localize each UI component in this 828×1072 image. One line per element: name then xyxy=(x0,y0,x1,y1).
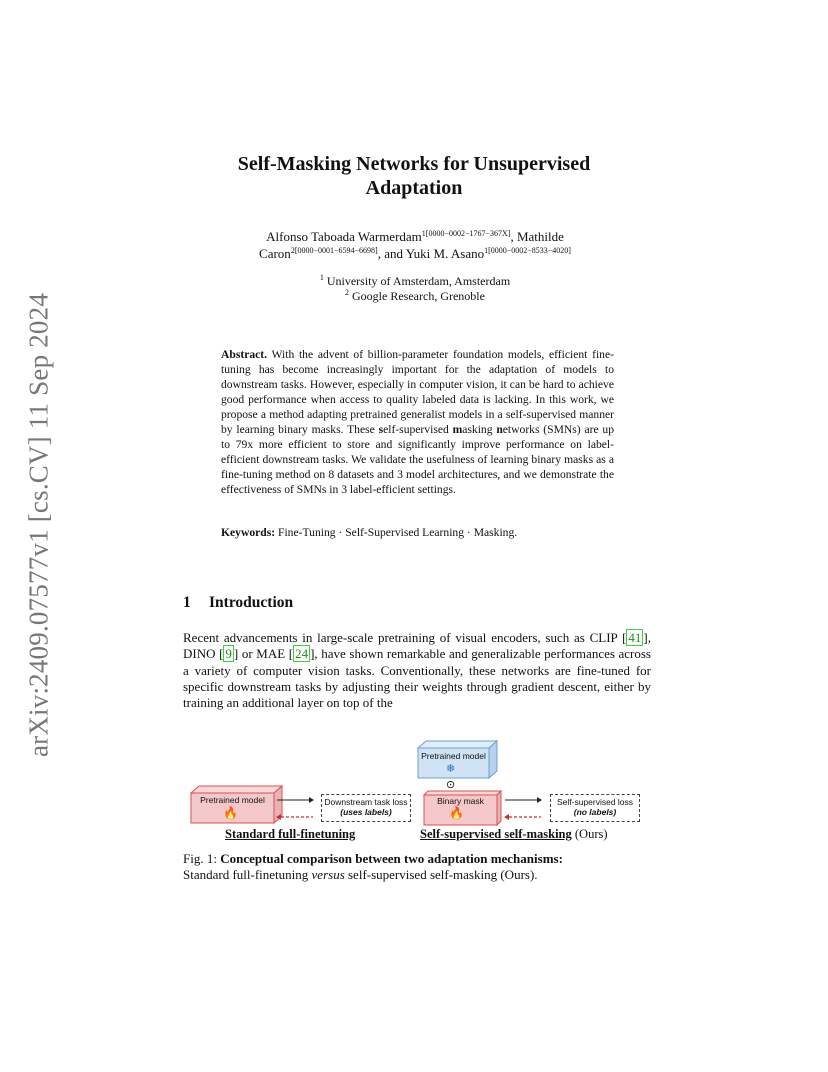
arxiv-sidebar xyxy=(22,290,56,760)
affiliation-2: $^2$ Google Research, Grenoble xyxy=(345,288,485,303)
label-standard-finetuning: Standard full-finetuning xyxy=(225,827,356,841)
citation-link[interactable]: 9 xyxy=(225,646,232,662)
label-self-masking: Self-supervised self-masking (Ours) xyxy=(420,827,608,841)
arxiv-id: arXiv:2409.07577v1 [cs.CV] 11 Sep 2024 xyxy=(23,292,54,758)
downstream-loss-box: Downstream task loss (uses labels) xyxy=(321,794,411,822)
affiliations xyxy=(182,274,648,304)
figure-caption: Fig. 1: Conceptual comparison between two adaptation mechanisms: Standard full-finetuning versus self-supervised self-masking (Ours). xyxy=(183,851,563,883)
intro-paragraph: Recent advancements in large-scale pretraining of visual encoders, such as CLIP [ 41 ], DINO [ 9 ] or MAE [ 24 ], have shown remarkable and generalizable performances across a variety of computer vision tasks. Conventionally, these networks are fine-tuned for specific downstream tasks by adjusting their weights through gradient descent, either by training an additional layer on top of the xyxy=(183,630,651,711)
pretrained-model-label-top: Pretrained model xyxy=(421,751,486,761)
paper-title: Self-Masking Networks for Unsupervised Adaptation xyxy=(237,153,591,199)
arrows-left xyxy=(275,793,315,823)
author-list: Alfonso Taboada Warmerdam$^{1[0000-0002-1767-367X]}$, Mathilde Caron$^{2[0000-0001-6594-6698]}$, and Yuki M. Asano$^{1[0000-0002-8533-4020]}$ xyxy=(259,229,571,261)
snowflake-icon: ❄ xyxy=(446,763,456,775)
pretrained-model-label-left: Pretrained model xyxy=(200,795,265,805)
abstract: Abstract. With the advent of billion-parameter foundation models, efficient fine-tuning has become increasingly important for the adaptation of models to downstream tasks. However, especially in computer vision, it can be hard to achieve good performance when access to quality labeled data is lacking. In this work, we propose a method adapting pretrained generalist models in a self-supervised manner by learning binary masks. These self-supervised masking networks (SMNs) are up to 79x more efficient to store and significantly improve performance on label-efficient downstream tasks. We validate the usefulness of learning binary masks as a fine-tuning method on 8 datasets and 3 model architectures, and we demonstrate the effectiveness of SMNs in 3 label-efficient settings. xyxy=(221,348,615,496)
keywords: Keywords: Fine-Tuning · Self-Supervised Learning · Masking. xyxy=(221,526,518,539)
section-heading: 1 Introduction xyxy=(183,594,294,611)
fire-icon: 🔥 xyxy=(223,806,238,820)
citation-link[interactable]: 41 xyxy=(628,630,642,645)
citation-link[interactable]: 24 xyxy=(295,646,309,662)
hadamard-product-symbol: ⊙ xyxy=(446,779,456,791)
fire-icon: 🔥 xyxy=(449,806,464,820)
binary-mask-label: Binary mask xyxy=(437,796,484,806)
figure-1 xyxy=(183,738,653,848)
affiliation-1: $^1$ University of Amsterdam, Amsterdam xyxy=(319,273,511,288)
arrows-right xyxy=(503,793,543,823)
ssl-loss-box: Self-supervised loss (no labels) xyxy=(550,794,640,822)
